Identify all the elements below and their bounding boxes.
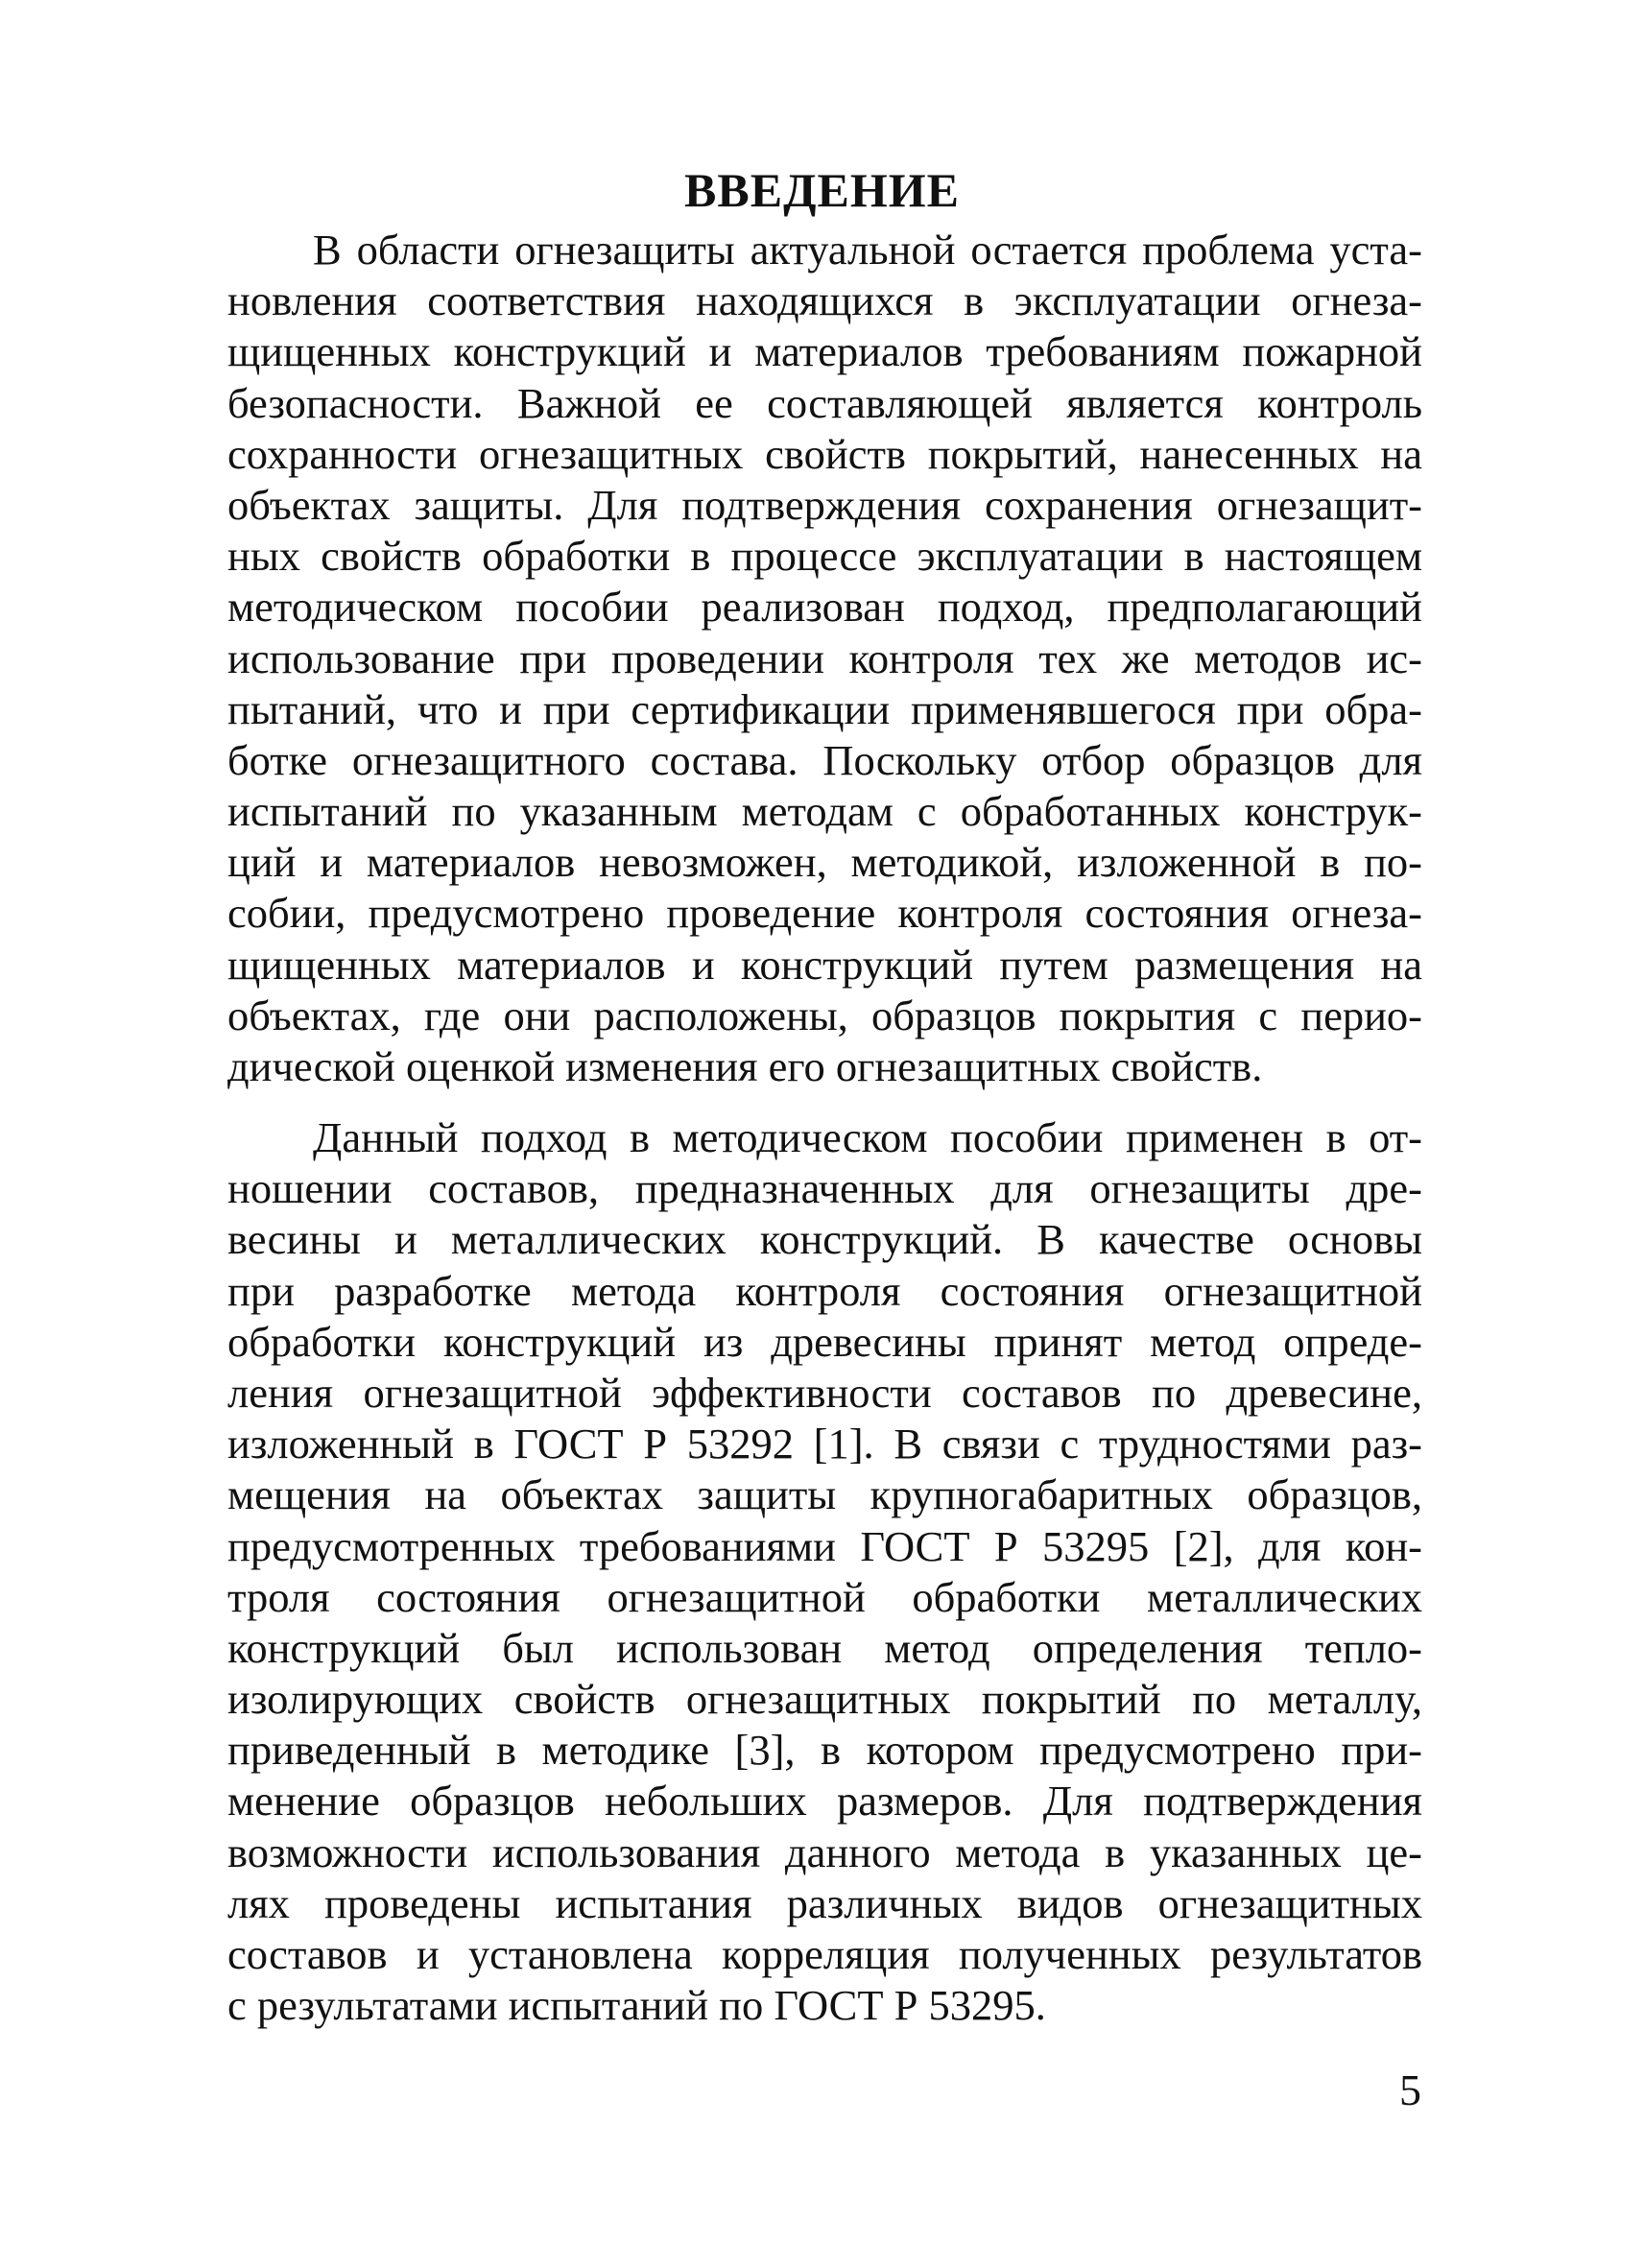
text-line: с результатами испытаний по ГОСТ Р 53295. xyxy=(227,1981,1046,2030)
text-line: мещения на объектах защиты крупногабаритных образцов, xyxy=(227,1470,1422,1519)
text-line: ных свойств обработки в процессе эксплуатации в настоящем xyxy=(227,532,1422,581)
text-line: объектах защиты. Для подтверждения сохранения огнезащит- xyxy=(227,480,1422,529)
text-line: собии, предусмотрено проведение контроля состояния огнеза- xyxy=(227,889,1422,938)
text-line: составов и установлена корреляция полученных результатов xyxy=(227,1930,1422,1978)
text-line: ношении составов, предназначенных для огнезащиты дре- xyxy=(227,1164,1422,1213)
text-line: конструкций был использован метод определения тепло- xyxy=(227,1623,1422,1672)
text-line: В области огнезащиты актуальной остается проблема уста- xyxy=(227,226,1422,274)
text-line: приведенный в методике [3], в котором предусмотрено при- xyxy=(227,1726,1422,1775)
text-line: весины и металлических конструкций. В качестве основы xyxy=(227,1215,1422,1264)
text-line: изолирующих свойств огнезащитных покрытий по металлу, xyxy=(227,1675,1422,1724)
text-line: пытаний, что и при сертификации применявшегося при обра- xyxy=(227,684,1422,733)
text-line: использование при проведении контроля тех же методов ис- xyxy=(227,633,1422,682)
text-line: сохранности огнезащитных свойств покрытий, нанесенных на xyxy=(227,429,1422,478)
page-number: 5 xyxy=(1399,2065,1421,2114)
text-line: объектах, где они расположены, образцов покрытия с перио- xyxy=(227,991,1422,1039)
text-line: новления соответствия находящихся в эксплуатации огнеза- xyxy=(227,276,1422,325)
text-line: возможности использования данного метода в указанных це- xyxy=(227,1827,1422,1876)
text-line: обработки конструкций из древесины принят метод опреде- xyxy=(227,1317,1422,1366)
text-line: методическом пособии реализован подход, предполагающий xyxy=(227,583,1422,632)
text-line: безопасности. Важной ее составляющей является контроль xyxy=(227,378,1422,427)
section-heading: ВВЕДЕНИЕ xyxy=(684,163,960,217)
text-line: испытаний по указанным методам с обработанных конструк- xyxy=(227,787,1422,836)
text-line: ботке огнезащитного состава. Поскольку отбор образцов для xyxy=(227,735,1422,784)
text-line: дической оценкой изменения его огнезащитных свойств. xyxy=(227,1042,1263,1090)
text-line: при разработке метода контроля состояния огнезащитной xyxy=(227,1266,1422,1315)
text-line: щищенных конструкций и материалов требованиям пожарной xyxy=(227,327,1422,376)
text-line: предусмотренных требованиями ГОСТ Р 53295 [2], для кон- xyxy=(227,1521,1422,1570)
paragraph-1 xyxy=(227,225,1422,1092)
text-line: ления огнезащитной эффективности составов по древесине, xyxy=(227,1368,1422,1417)
text-line: Данный подход в методическом пособии применен в от- xyxy=(227,1113,1422,1161)
text-line: троля состояния огнезащитной обработки металлических xyxy=(227,1572,1422,1621)
text-line: лях проведены испытания различных видов огнезащитных xyxy=(227,1878,1422,1927)
paragraph-2 xyxy=(227,1112,1422,2031)
text-line: щищенных материалов и конструкций путем размещения на xyxy=(227,940,1422,989)
text-line: ций и материалов невозможен, методикой, изложенной в по- xyxy=(227,838,1422,887)
text-line: изложенный в ГОСТ Р 53292 [1]. В связи с трудностями раз- xyxy=(227,1420,1422,1468)
text-line: менение образцов небольших размеров. Для подтверждения xyxy=(227,1777,1422,1826)
